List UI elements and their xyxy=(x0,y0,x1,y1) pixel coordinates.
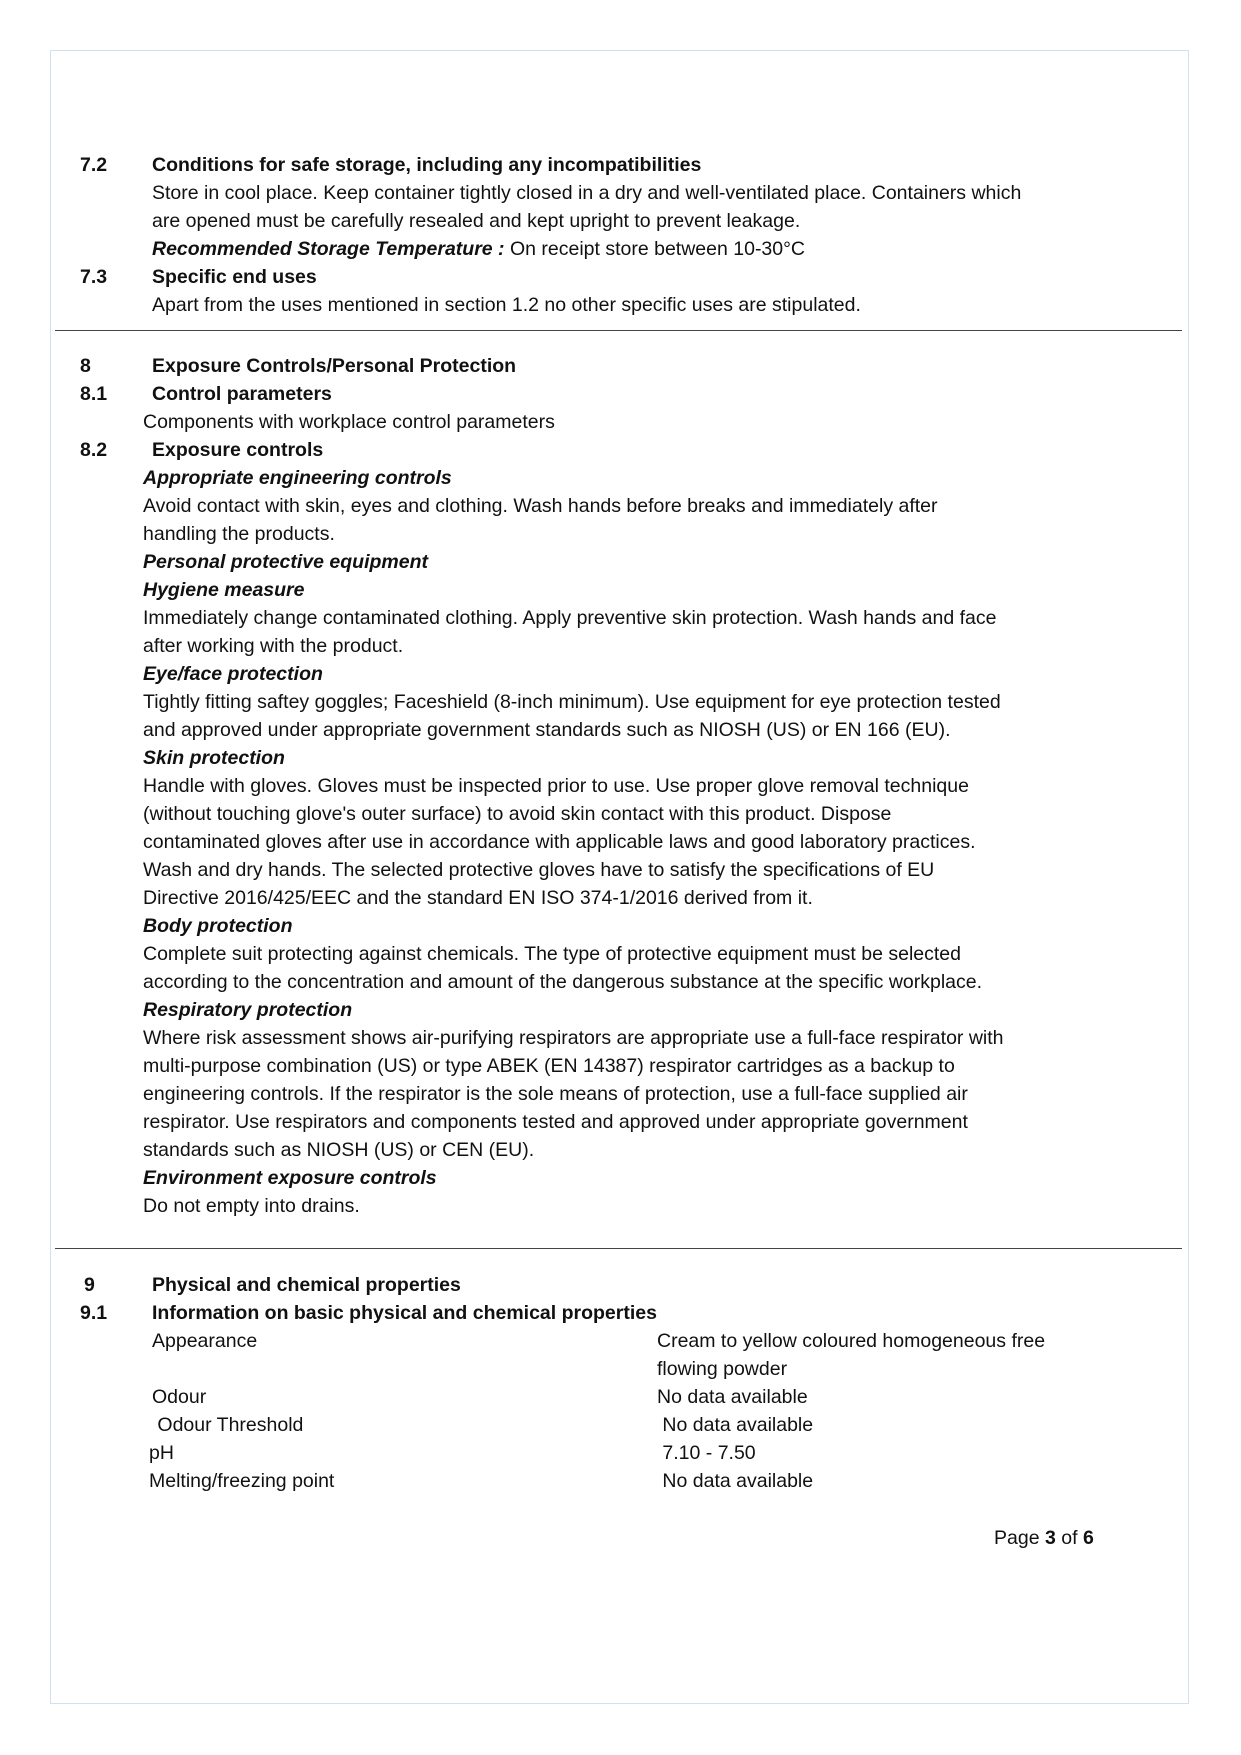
body-line: Handle with gloves. Gloves must be inspected prior to use. Use proper glove removal technique xyxy=(143,775,969,797)
subheading-skin: Skin protection xyxy=(143,747,285,769)
subheading-hygiene: Hygiene measure xyxy=(143,579,305,601)
body-line: Do not empty into drains. xyxy=(143,1195,360,1217)
body-line: Apart from the uses mentioned in section 1.2 no other specific uses are stipulated. xyxy=(152,294,861,316)
body-line: and approved under appropriate government standards such as NIOSH (US) or EN 166 (EU). xyxy=(143,719,951,741)
storage-temperature-value: On receipt store between 10-30°C xyxy=(504,238,806,260)
section-heading: Physical and chemical properties xyxy=(152,1274,461,1296)
property-label: pH xyxy=(149,1442,174,1464)
body-line: contaminated gloves after use in accordance with applicable laws and good laboratory practices. xyxy=(143,831,976,853)
property-value: Cream to yellow coloured homogeneous free xyxy=(657,1330,1046,1352)
subheading-engineering-controls: Appropriate engineering controls xyxy=(143,467,452,489)
body-line: Tightly fitting saftey goggles; Faceshield (8-inch minimum). Use equipment for eye protection tested xyxy=(143,691,1001,713)
property-label: Odour Threshold xyxy=(152,1414,304,1436)
property-value: No data available xyxy=(657,1470,814,1492)
body-line: handling the products. xyxy=(143,523,335,545)
body-line: Complete suit protecting against chemicals. The type of protective equipment must be selected xyxy=(143,943,961,965)
section-heading: Specific end uses xyxy=(152,266,317,288)
section-divider xyxy=(55,330,1182,331)
page-prefix: Page xyxy=(994,1527,1045,1549)
property-label: Odour xyxy=(152,1386,207,1408)
body-line: Immediately change contaminated clothing. Apply preventive skin protection. Wash hands and face xyxy=(143,607,997,629)
body-line: Where risk assessment shows air-purifying respirators are appropriate use a full-face respirator with xyxy=(143,1027,1004,1049)
section-number: 9 xyxy=(84,1274,95,1296)
body-line: Avoid contact with skin, eyes and clothing. Wash hands before breaks and immediately after xyxy=(143,495,938,517)
property-value: 7.10 - 7.50 xyxy=(657,1442,756,1464)
page-of: of xyxy=(1055,1527,1083,1549)
section-number: 8.2 xyxy=(80,439,108,461)
property-label: Melting/freezing point xyxy=(149,1470,335,1492)
body-line: Directive 2016/425/EEC and the standard EN ISO 374-1/2016 derived from it. xyxy=(143,887,813,909)
current-page: 3 xyxy=(1044,1527,1056,1549)
section-heading: Exposure Controls/Personal Protection xyxy=(152,355,517,377)
section-heading: Control parameters xyxy=(152,383,332,405)
subheading-environment: Environment exposure controls xyxy=(143,1167,437,1189)
body-line: Wash and dry hands. The selected protective gloves have to satisfy the specifications of EU xyxy=(143,859,935,881)
section-heading: Exposure controls xyxy=(152,439,324,461)
body-line: engineering controls. If the respirator is the sole means of protection, use a full-face supplied air xyxy=(143,1083,968,1105)
section-number: 8.1 xyxy=(80,383,108,405)
body-line: respirator. Use respirators and components tested and approved under appropriate government xyxy=(143,1111,968,1133)
section-number: 7.3 xyxy=(80,266,108,288)
property-value: flowing powder xyxy=(657,1358,788,1380)
storage-temperature xyxy=(152,235,805,263)
property-label: Appearance xyxy=(152,1330,258,1352)
section-heading: Information on basic physical and chemical properties xyxy=(152,1302,657,1324)
body-line: Components with workplace control parameters xyxy=(143,411,555,433)
total-pages: 6 xyxy=(1082,1527,1094,1549)
subheading-respiratory: Respiratory protection xyxy=(143,999,353,1021)
body-line: (without touching glove's outer surface) to avoid skin contact with this product. Dispose xyxy=(143,803,892,825)
body-line: multi-purpose combination (US) or type ABEK (EN 14387) respirator cartridges as a backup to xyxy=(143,1055,955,1077)
property-value: No data available xyxy=(657,1386,808,1408)
storage-temperature-label: Recommended Storage Temperature : xyxy=(152,238,505,260)
section-divider xyxy=(55,1248,1182,1249)
property-value: No data available xyxy=(657,1414,814,1436)
body-line: are opened must be carefully resealed and kept upright to prevent leakage. xyxy=(152,210,801,232)
subheading-ppe: Personal protective equipment xyxy=(143,551,428,573)
page-number xyxy=(994,1527,1094,1550)
body-line: standards such as NIOSH (US) or CEN (EU). xyxy=(143,1139,535,1161)
body-line: after working with the product. xyxy=(143,635,404,657)
subheading-body: Body protection xyxy=(143,915,293,937)
subheading-eye-face: Eye/face protection xyxy=(143,663,323,685)
body-line: Store in cool place. Keep container tightly closed in a dry and well-ventilated place. Containers which xyxy=(152,182,1022,204)
body-line: according to the concentration and amount of the dangerous substance at the specific workplace. xyxy=(143,971,983,993)
section-number: 8 xyxy=(80,355,91,377)
section-number: 7.2 xyxy=(80,154,108,176)
section-heading: Conditions for safe storage, including any incompatibilities xyxy=(152,154,702,176)
section-number: 9.1 xyxy=(80,1302,108,1324)
